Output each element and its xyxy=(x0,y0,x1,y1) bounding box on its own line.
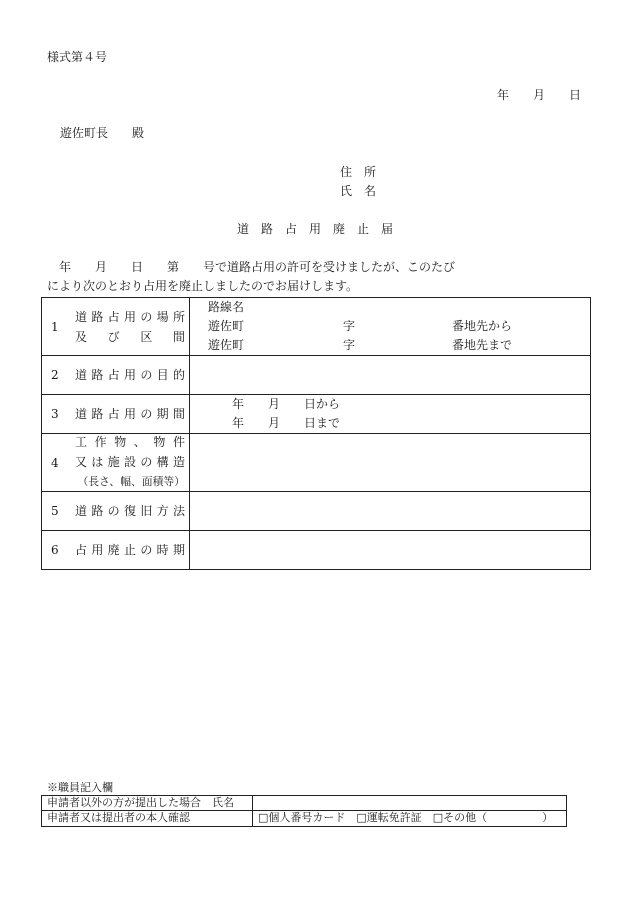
to-aza: 字 xyxy=(343,338,356,352)
row-label xyxy=(75,540,185,560)
row-label xyxy=(75,307,185,347)
table-row-location xyxy=(42,298,590,355)
purpose-value-cell xyxy=(190,356,590,394)
intro-line-1: 年 月 日 第 号で道路占用の許可を受けましたが、このたび xyxy=(59,260,456,274)
abolition-date-value-cell xyxy=(190,531,590,569)
table-row-structure xyxy=(42,433,590,491)
date-line: 年 月 日 xyxy=(497,88,582,102)
row-label-line: 道路占用の期間 xyxy=(75,407,185,421)
row-number: 1 xyxy=(51,319,59,334)
table-row-purpose xyxy=(42,355,590,394)
row-label-cell xyxy=(42,298,190,355)
to-town: 遊佐町 xyxy=(208,338,245,352)
row-label-line: 道路の復旧方法 xyxy=(75,504,185,518)
table-row-abolition-date xyxy=(42,530,590,569)
staff-table xyxy=(41,795,567,827)
row-label-line: 道路占用の目的 xyxy=(75,368,185,382)
notification-table xyxy=(41,297,591,570)
from-suffix: 番地先から xyxy=(452,319,513,333)
row-label xyxy=(75,501,185,521)
document-title: 道 路 占 用 廃 止 届 xyxy=(236,222,393,236)
structure-value-cell xyxy=(190,434,590,491)
row-number: 2 xyxy=(51,368,59,382)
row-label-line: 道路占用の場所 xyxy=(75,309,185,324)
staff-row-identity-check xyxy=(42,810,566,826)
location-value-cell xyxy=(190,298,590,355)
table-row-period xyxy=(42,394,590,433)
row-number: 3 xyxy=(51,407,59,421)
period-to: 年 月 日まで xyxy=(232,416,341,430)
row-number: 4 xyxy=(51,455,59,470)
row-label xyxy=(75,404,185,424)
row-label-line: 及び区間 xyxy=(75,329,185,344)
row-label-cell xyxy=(42,434,190,491)
applicant-name-label: 氏 名 xyxy=(340,184,377,198)
from-town: 遊佐町 xyxy=(208,319,245,333)
applicant-address-label: 住 所 xyxy=(340,165,377,179)
row-number: 6 xyxy=(51,543,59,557)
period-value-cell xyxy=(190,395,590,433)
row-label-line: 工作物、物件 xyxy=(75,435,185,450)
staff-row-value xyxy=(253,796,566,810)
row-label-cell xyxy=(42,531,190,569)
row-number: 5 xyxy=(51,504,59,518)
restoration-value-cell xyxy=(190,492,590,530)
staff-section-heading: ※職員記入欄 xyxy=(47,781,113,794)
identity-document-options: □個人番号カード □運転免許証 □その他（ ） xyxy=(258,811,554,824)
form-number: 様式第４号 xyxy=(47,50,108,64)
row-label-line: 占用廃止の時期 xyxy=(75,543,185,557)
route-name-label: 路線名 xyxy=(208,300,245,314)
to-suffix: 番地先まで xyxy=(452,338,513,352)
addressee: 遊佐町長 殿 xyxy=(60,126,145,140)
intro-paragraph xyxy=(47,258,455,296)
row-label xyxy=(75,433,185,492)
location-to-line xyxy=(208,336,590,355)
location-from-line xyxy=(208,317,590,336)
row-label xyxy=(75,365,185,385)
row-label-line: 又は施設の構造 xyxy=(75,454,185,469)
staff-row-label: 申請者以外の方が提出した場合 氏名 xyxy=(42,796,253,810)
row-label-note: （長さ、幅、面積等） xyxy=(77,475,185,489)
staff-row-label: 申請者又は提出者の本人確認 xyxy=(42,811,253,826)
intro-line-2: により次のとおり占用を廃止しましたのでお届けします。 xyxy=(47,279,359,293)
from-aza: 字 xyxy=(343,319,356,333)
staff-row-submitter-name xyxy=(42,796,566,810)
row-label-cell xyxy=(42,395,190,433)
row-label-cell xyxy=(42,492,190,530)
row-label-cell xyxy=(42,356,190,394)
period-from: 年 月 日から xyxy=(232,397,341,411)
table-row-restoration xyxy=(42,491,590,530)
